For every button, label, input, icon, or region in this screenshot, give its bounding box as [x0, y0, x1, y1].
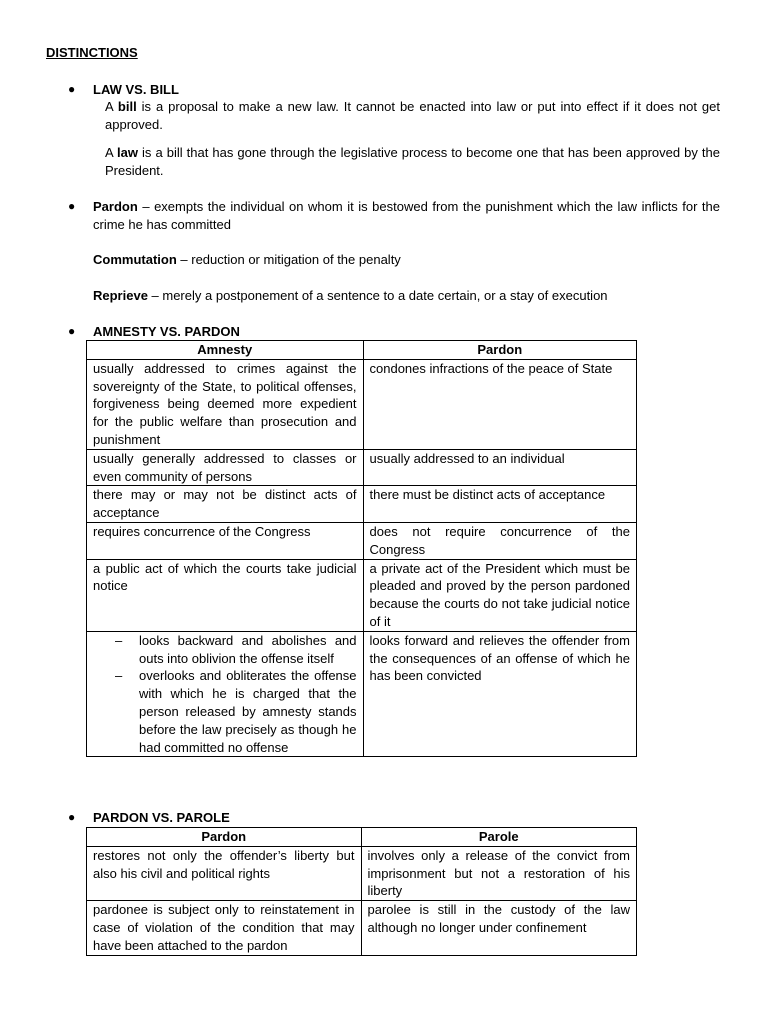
pardon-term: Pardon — [93, 199, 138, 214]
table-cell: looks forward and relieves the offender from the consequences of an offense of which he has been convicted — [363, 631, 636, 757]
law-vs-bill-heading: LAW VS. BILL — [93, 82, 179, 97]
bullet-icon: ● — [68, 199, 76, 213]
table-cell: involves only a release of the convict from imprisonment but not a restoration of his liberty — [361, 846, 637, 900]
law-definition: A law is a bill that has gone through the legislative process to become one that has been approved by the President. — [105, 145, 720, 178]
table-cell: pardonee is subject only to reinstatement in case of violation of the condition that may have been attached to the pardon — [87, 901, 362, 955]
amnesty-vs-pardon-heading: AMNESTY VS. PARDON — [93, 324, 240, 339]
table-cell — [87, 631, 364, 757]
table-row — [87, 901, 637, 955]
column-header-amnesty: Amnesty — [87, 341, 364, 360]
table-cell: condones infractions of the peace of State — [363, 359, 636, 449]
table-row — [87, 559, 637, 631]
table-cell: parolee is still in the custody of the law although no longer under confinement — [361, 901, 637, 955]
list-item: – looks backward and abolishes and outs into oblivion the offense itself — [139, 632, 357, 668]
table-cell: usually addressed to an individual — [363, 449, 636, 486]
bullet-icon: ● — [68, 324, 76, 338]
table-header-row — [87, 341, 637, 360]
table-cell: requires concurrence of the Congress — [87, 522, 364, 559]
commutation-term: Commutation — [93, 252, 177, 267]
page-title: DISTINCTIONS — [46, 45, 138, 60]
table-row — [87, 631, 637, 757]
table-cell: there may or may not be distinct acts of acceptance — [87, 486, 364, 523]
table-row — [87, 522, 637, 559]
column-header-parole: Parole — [361, 828, 637, 847]
bullet-icon: ● — [68, 82, 76, 96]
column-header-pardon: Pardon — [363, 341, 636, 360]
pardon-definition: Pardon – exempts the individual on whom it is bestowed from the punishment which the law inflicts for the crime he has committed — [93, 199, 720, 232]
table-cell: does not require concurrence of the Congress — [363, 522, 636, 559]
pardon-vs-parole-heading: PARDON VS. PAROLE — [93, 810, 230, 825]
table-cell: there must be distinct acts of acceptance — [363, 486, 636, 523]
law-term: law — [117, 145, 138, 160]
reprieve-definition: Reprieve – merely a postponement of a sentence to a date certain, or a stay of execution — [93, 288, 608, 303]
column-header-pardon: Pardon — [87, 828, 362, 847]
table-header-row — [87, 828, 637, 847]
list-item: – overlooks and obliterates the offense with which he is charged that the person released by amnesty stands before the law precisely as though he had committed no offense — [139, 667, 357, 756]
commutation-definition: Commutation – reduction or mitigation of the penalty — [93, 252, 401, 267]
bill-term: bill — [117, 99, 137, 114]
table-row — [87, 449, 637, 486]
table-row — [87, 359, 637, 449]
dash-list — [93, 632, 357, 757]
bill-definition: A bill is a proposal to make a new law. It cannot be enacted into law or put into effect if it does not get approved. — [105, 99, 720, 132]
table-cell: a private act of the President which must be pleaded and proved by the person pardoned because the courts do not take judicial notice of it — [363, 559, 636, 631]
table-row — [87, 846, 637, 900]
table-cell: usually generally addressed to classes or even community of persons — [87, 449, 364, 486]
table-cell: a public act of which the courts take judicial notice — [87, 559, 364, 631]
table-row — [87, 486, 637, 523]
reprieve-term: Reprieve — [93, 288, 148, 303]
table-cell: usually addressed to crimes against the sovereignty of the State, to political offenses, forgiveness being deemed more expedient for the public welfare than prosecution and punishment — [87, 359, 364, 449]
pardon-vs-parole-table — [86, 827, 637, 956]
bullet-icon: ● — [68, 810, 76, 824]
amnesty-vs-pardon-table — [86, 340, 637, 757]
table-cell: restores not only the offender’s liberty but also his civil and political rights — [87, 846, 362, 900]
